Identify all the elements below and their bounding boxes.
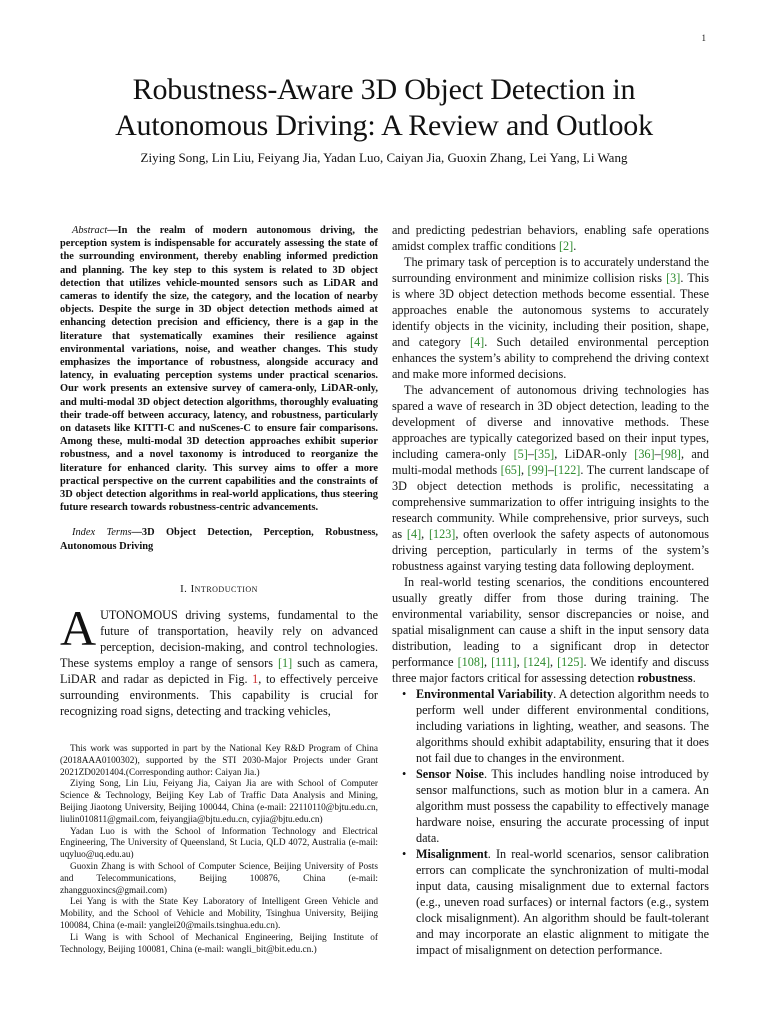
section-number: I. <box>180 582 188 595</box>
author-list: Ziying Song, Lin Liu, Feiyang Jia, Yadan Luo, Caiyan Jia, Guoxin Zhang, Lei Yang, Li Wang <box>140 150 628 165</box>
text: , and multi-modal methods <box>392 447 709 477</box>
paragraph-advancement <box>392 382 709 574</box>
text: The primary task of perception is to accurately understand the surrounding environment and minimize collision risks <box>392 255 709 285</box>
index-terms <box>60 526 378 552</box>
footnote: Lei Yang is with the State Key Laboratory of Intelligent Green Vehicle and Mobility, and the School of Vehicle and Mobility, Tsinghua University, Beijing 100084, China (e-mail: yanglei20@mails.tsinghua.edu.cn). <box>60 897 378 931</box>
bullet-icon: • <box>402 767 407 781</box>
robustness-factor-list <box>392 686 709 958</box>
list-item-text: . A detection algorithm needs to perform well under different environmental conditions, including variations in lighting, weather, and seasons. The algorithms should exhibit adaptability, ensuring that it does not fail due to changes in the environment. <box>416 687 709 765</box>
list-item-title: Misalignment <box>416 847 488 861</box>
paper-title <box>60 72 708 144</box>
list-item <box>392 766 709 846</box>
text: , often overlook the safety aspects of autonomous driving perception, particularly in terms of the system’s robustness against varying testing data following deployment. <box>392 527 710 573</box>
left-column <box>60 224 378 719</box>
citation-link[interactable]: [99] <box>527 463 548 477</box>
intro-text-a: UTONOMOUS driving systems, fundamental to the future of transportation, heavily rely on advanced perception, decision-making, and control technologies. These systems employ a range of sensors <box>60 607 378 670</box>
text: – <box>527 447 534 461</box>
section-title: Introduction <box>190 582 258 595</box>
text: , <box>520 463 528 477</box>
abstract-text: —In the realm of modern autonomous driving, the perception system is indispensable for accurately assessing the state of the surrounding environment, thereby enabling informed prediction and planning. The key step to this system is related to 3D object detection that utilizes vehicle-mounted sensors such as LiDAR and cameras to identify the size, the category, and the location of nearby objects. Despite the surge in 3D object detection methods aimed at enhancing detection precision and efficiency, there is a gap in the literature that systematically examines their resilience against environmental variations, noise, and weather changes. This study emphasizes the importance of robustness, alongside accuracy and latency, in evaluating perception systems under practical scenarios. Our work presents an extensive survey of camera-only, LiDAR-only, and multi-modal 3D object detection algorithms, thoroughly evaluating their trade-off between accuracy, latency, and robustness, particularly on datasets like KITTI-C and nuScenes-C to ensure fair comparisons. Among these, multi-modal 3D detection approaches exhibit superior robustness, and a novel taxonomy is introduced to reorganize the literature for enhanced clarity. This survey aims to offer a more practical perspective on the current capabilities and the constraints of 3D object detection algorithms in real-world applications, thus steering future research towards robustness-centric advancements. <box>60 225 378 514</box>
index-terms-text: —3D Object Detection, Perception, Robustness, Autonomous Driving <box>60 527 379 552</box>
list-item-text: . This includes handling noise introduced by sensor malfunctions, such as motion blur in a camera. An algorithm must possess the capability to effectively manage hardware noise, ensuring the accurate processing of input data. <box>416 767 709 845</box>
citation-link[interactable]: [123] <box>428 527 456 541</box>
text: – <box>654 447 661 461</box>
text: , <box>516 655 524 669</box>
abstract-lead: Abstract <box>72 225 108 236</box>
text: – <box>547 463 554 477</box>
intro-text-c: , to effectively perceive surrounding environments. This capability is crucial for recognizing road signs, detecting and tracking vehicles, <box>60 671 378 718</box>
text: In real-world testing scenarios, the conditions encountered usually greatly differ from those during training. The environmental variability, sensor discrepancies or noise, and spatial misalignment can cause a shift in the input sensory data distribution, leading to a significant drop in detector performance <box>392 575 709 669</box>
page-number: 1 <box>701 33 706 43</box>
footnote: Yadan Luo is with the School of Information Technology and Electrical Engineering, The University of Queensland, St Lucia, QLD 4072, Australia (e-mail: uqyluo@uq.edu.au) <box>60 826 378 861</box>
footnotes <box>60 744 378 956</box>
paragraph-continued <box>392 222 709 254</box>
text: , LiDAR-only <box>554 447 635 461</box>
abstract <box>60 224 378 514</box>
citation-link[interactable]: [125] <box>557 655 584 669</box>
bullet-icon: • <box>402 847 407 861</box>
text: . The current landscape of 3D object detection methods is prolific, necessitating a comprehensive summarization to offer intriguing insights to the research community. While comprehensive, prior surveys, such as <box>392 463 710 541</box>
title-line-1: Robustness-Aware 3D Object Detection in <box>132 73 636 106</box>
text: , <box>550 655 558 669</box>
paragraph-realworld <box>392 574 709 686</box>
footnote: This work was supported in part by the National Key R&D Program of China (2018AAA0100302), supported by the STI 2030-Major Projects under Grant 2021ZD0201404.(Corresponding author: Caiyan Jia.) <box>60 744 378 778</box>
list-item-text: . In real-world scenarios, sensor calibration errors can complicate the synchronization of multi-modal input data, causing misalignment due to external factors (e.g., uneven road surfaces) or internal factors (e.g., system clock misalignment). An algorithm should be fault-tolerant and may incorporate an elastic alignment to mitigate the impact of misalignment on detection performance. <box>416 847 709 957</box>
footnote: Li Wang is with School of Mechanical Engineering, Beijing Institute of Technology, Beijing 100081, China (e-mail: wangli_bit@bit.edu.cn.) <box>60 932 378 955</box>
paragraph-perception <box>392 254 709 382</box>
citation-link[interactable]: [1] <box>277 655 293 670</box>
right-column <box>392 222 709 958</box>
intro-text-b: such as camera, LiDAR and radar as depicted in Fig. <box>60 655 379 686</box>
text: , <box>421 527 429 541</box>
drop-cap: A <box>60 599 97 656</box>
footnote: Ziying Song, Lin Liu, Feiyang Jia, Caiyan Jia are with School of Computer Science & Technology, Beijing Key Lab of Traffic Data Analysis and Mining, Beijing Jiaotong University, Beijing 100044, China (e-mail: 22110110@bjtu.edu.cn, liulin010811@gmail.com, feiyangjia@bjtu.edu.cn, cyjia@bjtu.edu.cn) <box>60 779 378 825</box>
citation-link[interactable]: [122] <box>553 463 581 477</box>
citation-link[interactable]: [2] <box>558 239 574 253</box>
list-item <box>392 846 709 958</box>
citation-link[interactable]: [3] <box>666 271 681 285</box>
text: The advancement of autonomous driving technologies has spared a wave of research in 3D object detection, leading to the development of diverse and innovative methods. These approaches are typically categorized based on their input types, including camera-only <box>392 383 709 461</box>
citation-link[interactable]: [4] <box>470 335 485 349</box>
index-terms-lead: Index Terms <box>72 527 132 539</box>
citation-link[interactable]: [98] <box>660 447 681 461</box>
list-item <box>392 686 709 766</box>
citation-link[interactable]: [4] <box>406 527 422 541</box>
text: . We identify and discuss three major factors critical for assessing detection <box>392 655 710 685</box>
citation-link[interactable]: [111] <box>491 655 517 669</box>
citation-link[interactable]: [65] <box>500 463 521 477</box>
list-item-title: Sensor Noise <box>416 767 484 781</box>
bullet-icon: • <box>402 687 407 701</box>
figure-link[interactable]: 1 <box>252 671 259 686</box>
robustness-term: robustness <box>637 671 693 685</box>
text: . <box>573 239 577 253</box>
footnote: Guoxin Zhang is with School of Computer Science, Beijing University of Posts and Telecommunications, Beijing 100876, China (e-mail: zhangguoxincs@gmail.com) <box>60 861 378 896</box>
citation-link[interactable]: [35] <box>533 447 555 461</box>
citation-link[interactable]: [36] <box>634 447 655 461</box>
list-item-title: Environmental Variability <box>416 687 554 701</box>
intro-paragraph <box>60 599 379 719</box>
title-line-2: Autonomous Driving: A Review and Outlook <box>115 109 653 142</box>
citation-link[interactable]: [124] <box>523 655 551 669</box>
text: . Such detailed environmental perception enhances the system’s ability to comprehend the driving context and make more informed decisions. <box>392 335 709 381</box>
text: , <box>484 655 492 669</box>
text: . This is where 3D object detection methods become essential. These approaches enable the autonomous systems to accurately identify objects in the vicinity, including their position, shape, and category <box>392 271 709 349</box>
citation-link[interactable]: [108] <box>457 655 484 669</box>
text: and predicting pedestrian behaviors, enabling safe operations amidst complex traffic conditions <box>392 223 709 253</box>
text: . <box>692 671 696 685</box>
section-heading <box>60 583 378 595</box>
citation-link[interactable]: [5] <box>513 447 528 461</box>
